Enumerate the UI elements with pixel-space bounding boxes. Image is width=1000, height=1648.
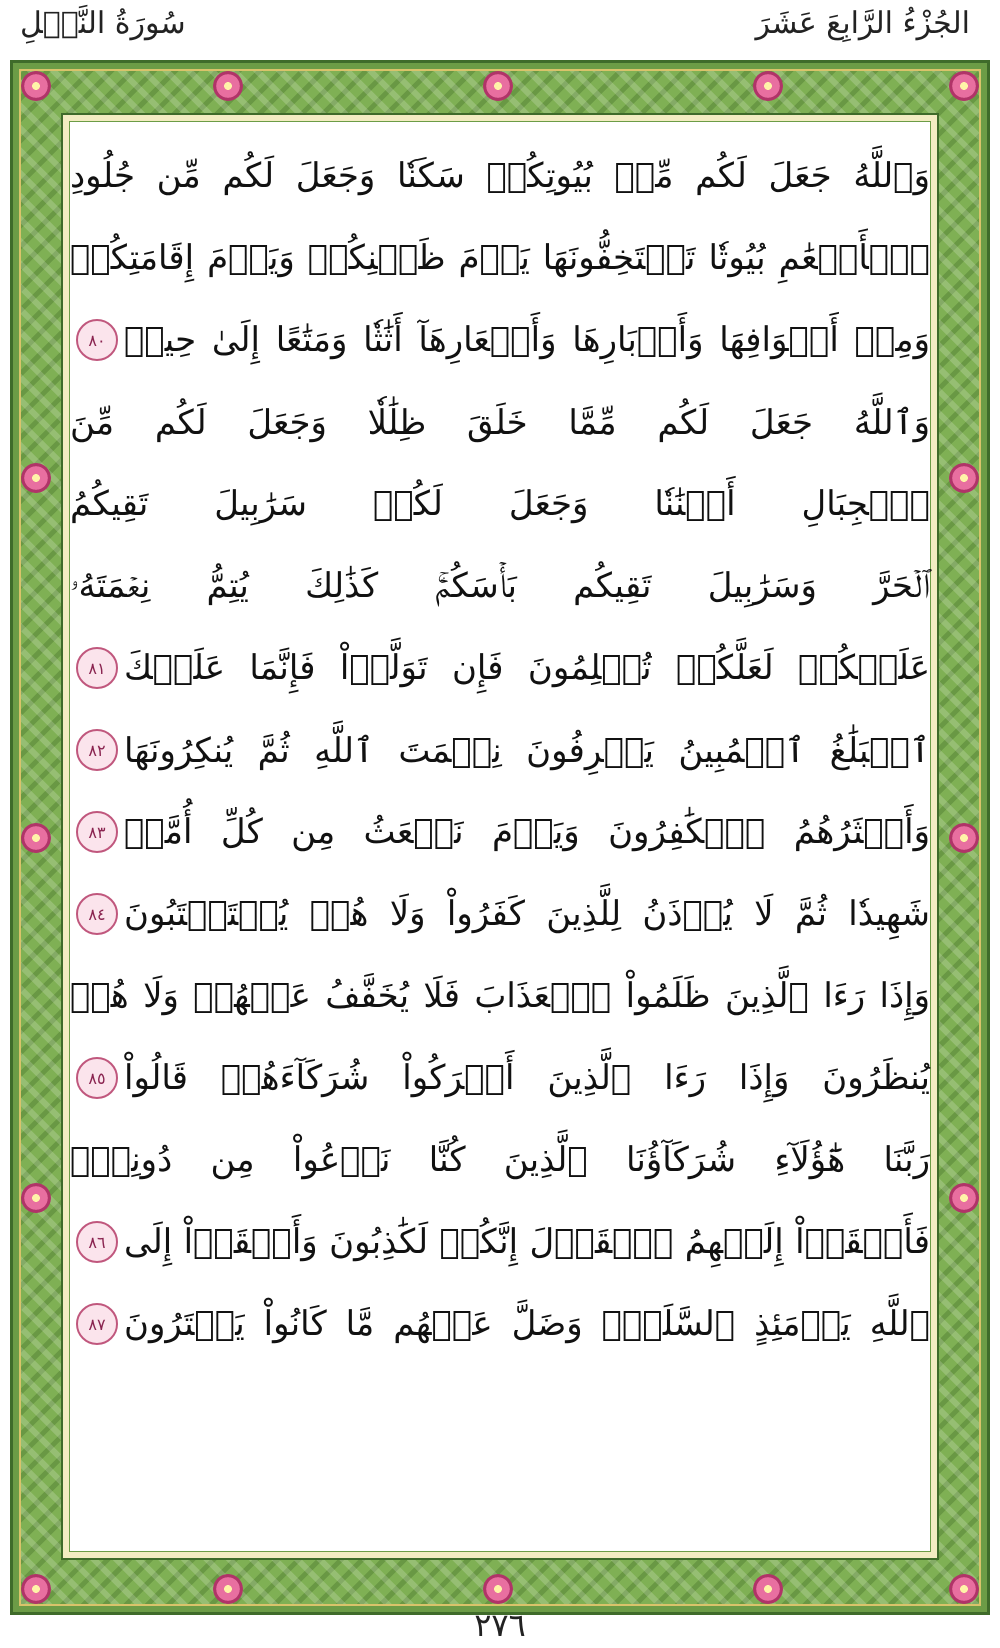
rosette-ornament	[21, 463, 51, 493]
verse-line	[70, 1119, 930, 1201]
page-number: ٢٧٦	[474, 1606, 526, 1644]
rosette-ornament	[483, 1574, 513, 1604]
verse-line	[70, 955, 930, 1037]
rosette-ornament	[949, 1183, 979, 1213]
ayah-number-marker: ٨٧	[76, 1303, 118, 1345]
rosette-ornament	[753, 1574, 783, 1604]
verse-line	[70, 791, 930, 873]
verse-line-text: ٱللَّهِ يَوۡمَئِذٍ ٱلسَّلَمَۖ وَضَلَّ عَنۡهُم مَّا كَانُواْ يَفۡتَرُونَ	[124, 1304, 930, 1344]
surah-title: سُورَةُ النَّحۡلِ	[20, 6, 186, 41]
rosette-ornament	[949, 71, 979, 101]
ayah-number-marker: ٨٣	[76, 811, 118, 853]
rosette-ornament	[21, 71, 51, 101]
ayah-number-marker: ٨٠	[76, 319, 118, 361]
rosette-ornament	[21, 1183, 51, 1213]
verse-line	[70, 709, 930, 791]
ayah-number-marker: ٨١	[76, 647, 118, 689]
verse-line	[70, 545, 930, 627]
rosette-ornament	[213, 71, 243, 101]
ayah-number-marker: ٨٦	[76, 1221, 118, 1263]
rosette-ornament	[949, 463, 979, 493]
page-header	[0, 0, 1000, 60]
verse-line-text: ٱلۡأَنۡعَٰمِ بُيُوتٗا تَسۡتَخِفُّونَهَا يَوۡمَ ظَعۡنِكُمۡ وَيَوۡمَ إِقَامَتِكُمۡ	[70, 238, 930, 278]
verse-line	[70, 1201, 930, 1283]
rosette-ornament	[213, 1574, 243, 1604]
verse-line-text: وَٱللَّهُ جَعَلَ لَكُم مِّمَّا خَلَقَ ظِلَٰلٗا وَجَعَلَ لَكُم مِّنَ	[70, 402, 930, 443]
verse-line	[70, 627, 930, 709]
verse-line	[70, 1283, 930, 1365]
rosette-ornament	[949, 823, 979, 853]
rosette-ornament	[483, 71, 513, 101]
rosette-ornament	[21, 1574, 51, 1604]
ayah-number-marker: ٨٢	[76, 729, 118, 771]
verse-line-text: رَبَّنَا هَٰٓؤُلَآءِ شُرَكَآؤُنَا ٱلَّذِينَ كُنَّا نَدۡعُواْ مِن دُونِكَۖ	[70, 1140, 930, 1180]
verse-text-area	[70, 135, 930, 1365]
verse-line-text: وَمِنۡ أَصۡوَافِهَا وَأَوۡبَارِهَا وَأَشۡعَارِهَآ أَثَٰثٗا وَمَتَٰعًا إِلَىٰ حِينٖ	[124, 320, 930, 360]
verse-line-text: وَأَكۡثَرُهُمُ ٱلۡكَٰفِرُونَ وَيَوۡمَ نَبۡعَثُ مِن كُلِّ أُمَّةٖ	[124, 812, 930, 852]
verse-line-text: وَإِذَا رَءَا ٱلَّذِينَ ظَلَمُواْ ٱلۡعَذَابَ فَلَا يُخَفَّفُ عَنۡهُمۡ وَلَا هُمۡ	[70, 976, 930, 1016]
verse-line-text: فَأَلۡقَوۡاْ إِلَيۡهِمُ ٱلۡقَوۡلَ إِنَّكُمۡ لَكَٰذِبُونَ وَأَلۡقَوۡاْ إِلَى	[124, 1222, 930, 1262]
verse-line	[70, 1037, 930, 1119]
verse-line-text: وَٱللَّهُ جَعَلَ لَكُم مِّنۢ بُيُوتِكُمۡ سَكَنٗا وَجَعَلَ لَكُم مِّن جُلُودِ	[70, 156, 930, 196]
verse-line-text: ٱلۡحَرَّ وَسَرَٰبِيلَ تَقِيكُم بَأۡسَكُمۡۚ كَذَٰلِكَ يُتِمُّ نِعۡمَتَهُۥ	[70, 566, 930, 606]
verse-line-text: عَلَيۡكُمۡ لَعَلَّكُمۡ تُسۡلِمُونَ فَإِن تَوَلَّوۡاْ فَإِنَّمَا عَلَيۡكَ	[124, 648, 930, 688]
rosette-ornament	[753, 71, 783, 101]
verse-line	[70, 135, 930, 217]
verse-line-text: ٱلۡبَلَٰغُ ٱلۡمُبِينُ يَعۡرِفُونَ نِعۡمَتَ ٱللَّهِ ثُمَّ يُنكِرُونَهَا	[124, 730, 930, 771]
juz-title: الجُزْءُ الرَّابِعَ عَشَرَ	[755, 6, 970, 41]
verse-line-text: يُنظَرُونَ وَإِذَا رَءَا ٱلَّذِينَ أَشۡرَكُواْ شُرَكَآءَهُمۡ قَالُواْ	[124, 1058, 930, 1098]
rosette-ornament	[949, 1574, 979, 1604]
rosette-ornament	[21, 823, 51, 853]
verse-line-text: ٱلۡجِبَالِ أَكۡنَٰنٗا وَجَعَلَ لَكُمۡ سَرَٰبِيلَ تَقِيكُمُ	[70, 484, 930, 524]
verse-line	[70, 217, 930, 299]
verse-line	[70, 873, 930, 955]
ayah-number-marker: ٨٥	[76, 1057, 118, 1099]
verse-line	[70, 381, 930, 463]
ayah-number-marker: ٨٤	[76, 893, 118, 935]
verse-line	[70, 299, 930, 381]
verse-line	[70, 463, 930, 545]
verse-line-text: شَهِيدٗا ثُمَّ لَا يُؤۡذَنُ لِلَّذِينَ كَفَرُواْ وَلَا هُمۡ يُسۡتَعۡتَبُونَ	[124, 894, 930, 934]
